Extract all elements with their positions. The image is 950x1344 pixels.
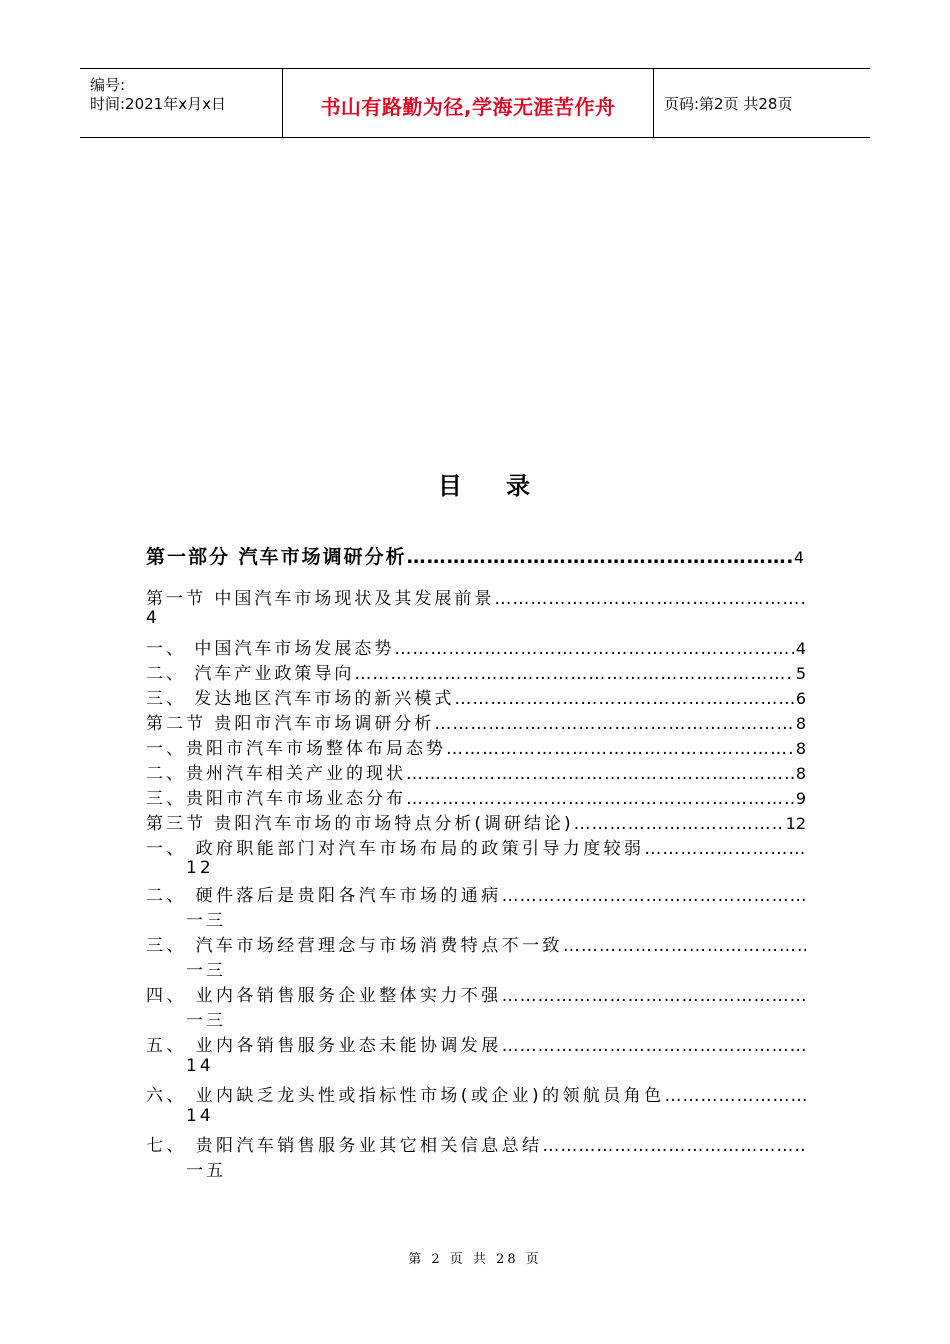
toc-leader — [406, 764, 794, 784]
toc-entry-page: 8 — [795, 764, 806, 783]
toc-entry-page: 4 — [793, 548, 806, 567]
toc-leader — [563, 936, 806, 956]
toc-entry[interactable] — [146, 834, 806, 859]
toc-entry-page: 一三 — [186, 961, 226, 981]
toc-entry-text: 第一节 中国汽车市场现状及其发展前景 — [146, 589, 495, 609]
toc-entry[interactable] — [146, 1131, 806, 1156]
toc-entry-text: 一、 中国汽车市场发展态势 — [146, 639, 395, 659]
toc-entry[interactable] — [146, 981, 806, 1006]
toc-entry-page: 12 — [785, 814, 806, 833]
header-meta-cell — [80, 69, 283, 137]
toc-leader — [664, 1086, 806, 1106]
document-number-label: 编号: — [90, 76, 126, 94]
toc-entry[interactable] — [146, 759, 806, 784]
toc-leader — [542, 1136, 806, 1156]
toc-entry-page: 12 — [186, 858, 214, 878]
toc-entry-part[interactable] — [146, 542, 806, 569]
toc-entry-text: 第二节 贵阳市汽车市场调研分析 — [146, 714, 435, 734]
header-page-cell — [654, 69, 870, 137]
toc-entry-text: 三、贵阳市汽车市场业态分布 — [146, 789, 406, 809]
toc-entry[interactable] — [146, 1031, 806, 1056]
toc-entry-text: 一、 政府职能部门对汽车市场布局的政策引导力度较弱 — [146, 839, 645, 859]
toc-entry[interactable] — [146, 659, 806, 684]
toc-leader — [354, 664, 793, 684]
toc-leader — [494, 589, 806, 609]
toc-entry[interactable] — [146, 881, 806, 906]
toc-leader — [502, 1036, 806, 1056]
page-footer: 第 2 页 共 28 页 — [408, 1252, 542, 1267]
toc-leader — [574, 814, 784, 834]
toc-entry[interactable] — [146, 1081, 806, 1106]
toc-entry-page: 8 — [795, 739, 806, 758]
toc-entry[interactable] — [146, 684, 806, 709]
toc-entry-text: 第一部分 汽车市场调研分析 — [146, 546, 407, 568]
toc-leader — [407, 546, 792, 568]
toc-entry-text: 四、 业内各销售服务企业整体实力不强 — [146, 986, 502, 1006]
toc-entry-section-2[interactable] — [146, 709, 806, 734]
toc-entry-text: 第三节 贵阳汽车市场的市场特点分析(调研结论) — [146, 814, 574, 834]
document-time-label: 时间:2021年x月x日 — [90, 95, 226, 113]
toc-leader — [406, 789, 794, 809]
toc-entry-section-3[interactable] — [146, 809, 806, 834]
toc-entry-page: 4 — [795, 639, 806, 658]
toc-entry-text: 五、 业内各销售服务业态未能协调发展 — [146, 1036, 502, 1056]
toc-entry-text: 二、 硬件落后是贵阳各汽车市场的通病 — [146, 886, 502, 906]
toc-entry[interactable] — [146, 634, 806, 659]
toc-entry-text: 三、 发达地区汽车市场的新兴模式 — [146, 689, 455, 709]
toc-entry-text: 二、 汽车产业政策导向 — [146, 664, 355, 684]
toc-leader — [502, 986, 806, 1006]
toc-entry-text: 二、贵州汽车相关产业的现状 — [146, 764, 406, 784]
toc-leader — [394, 639, 793, 659]
toc-entry-text: 六、 业内缺乏龙头性或指标性市场(或企业)的领航员角色 — [146, 1086, 665, 1106]
toc-entry-text: 一、贵阳市汽车市场整体布局态势 — [146, 739, 446, 759]
toc-entry-section-1[interactable] — [146, 584, 806, 609]
toc-entry[interactable] — [146, 734, 806, 759]
toc-entry-page: 一五 — [186, 1161, 226, 1181]
toc-entry[interactable] — [146, 931, 806, 956]
toc-leader — [502, 886, 806, 906]
toc-entry-page: 一三 — [186, 1011, 226, 1031]
toc-leader — [454, 689, 793, 709]
toc-entry-page: 14 — [186, 1056, 214, 1076]
toc-entry-page: 4 — [146, 608, 160, 628]
toc-entry-page: 8 — [795, 714, 806, 733]
toc-entry-page: 6 — [795, 689, 806, 708]
toc-leader — [446, 739, 794, 759]
toc-entry-page: 14 — [186, 1106, 214, 1126]
toc-entry-text: 七、 贵阳汽车销售服务业其它相关信息总结 — [146, 1136, 543, 1156]
header-page-label: 页码:第2页 共28页 — [664, 95, 793, 113]
header-motto: 书山有路勤为径,学海无涯苦作舟 — [320, 95, 616, 119]
toc-entry-page: 9 — [795, 789, 806, 808]
toc-entry[interactable] — [146, 784, 806, 809]
toc-entry-text: 三、 汽车市场经营理念与市场消费特点不一致 — [146, 936, 563, 956]
toc-title: 目 录 — [437, 472, 549, 500]
page-header — [80, 68, 870, 138]
toc-leader — [644, 839, 806, 859]
toc-entry-page: 一三 — [186, 911, 226, 931]
toc-entry-page: 5 — [795, 664, 806, 683]
header-motto-cell — [283, 69, 654, 137]
toc-leader — [434, 714, 793, 734]
